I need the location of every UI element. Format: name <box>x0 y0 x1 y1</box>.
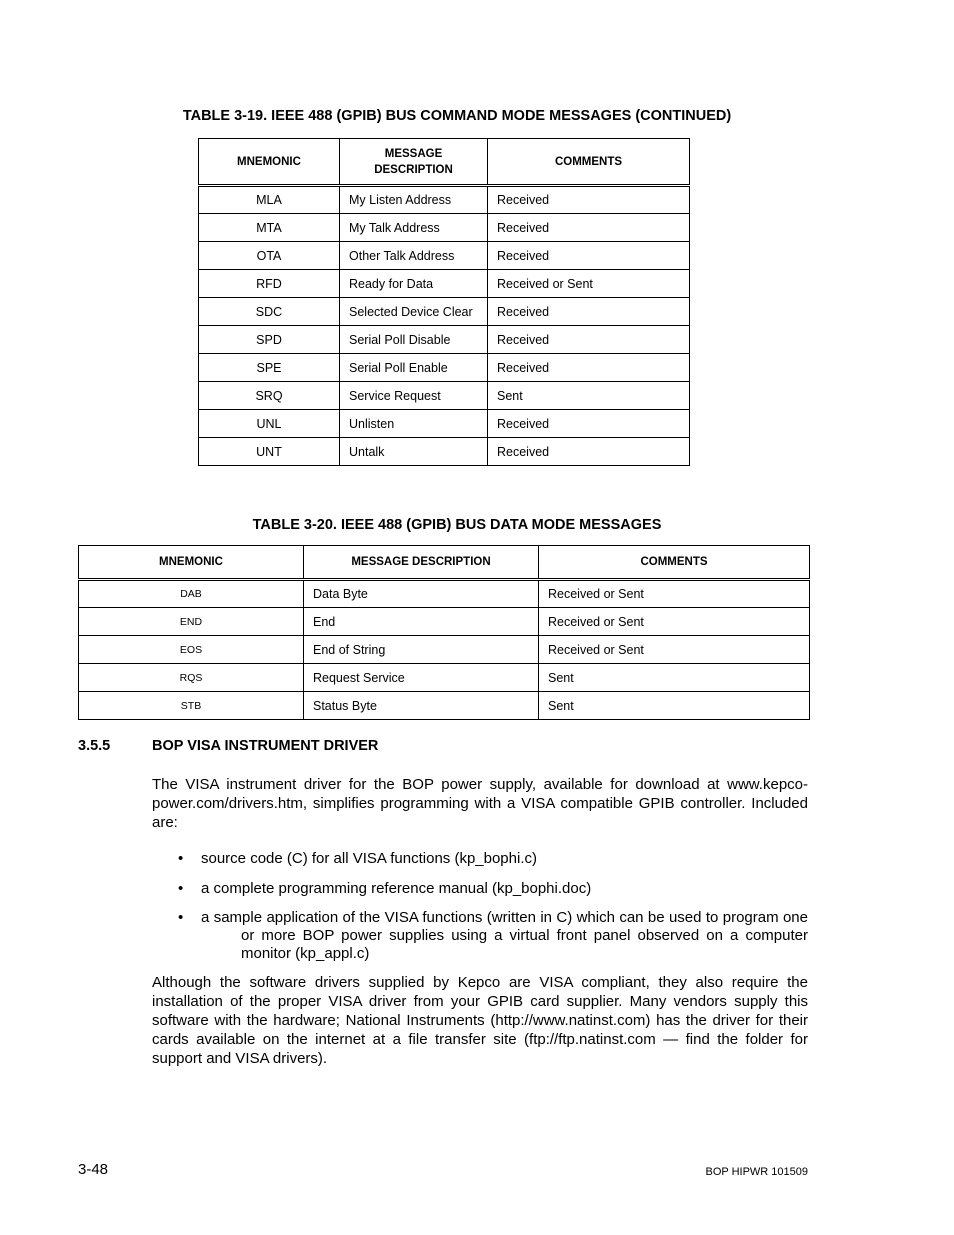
table-20-body <box>79 580 810 720</box>
description-cell: Serial Poll Enable <box>340 354 488 382</box>
page-number: 3-48 <box>78 1161 109 1178</box>
comments-cell: Received <box>488 438 690 466</box>
table-row <box>199 242 690 270</box>
description-cell: Selected Device Clear <box>340 298 488 326</box>
mnemonic-cell: MLA <box>199 186 340 214</box>
table-row <box>199 214 690 242</box>
closing-paragraph: Although the software drivers supplied by Kepco are VISA compliant, they also require the installation of the proper VISA driver from your GPIB card supplier. Many vendors supply this software with the hardware; National Instruments (http://www.natinst.com) has the driver for their cards available on the internet at a file transfer site (ftp://ftp.natinst.com — find the folder for support and VISA drivers). <box>152 974 808 1067</box>
comments-cell: Received <box>488 298 690 326</box>
comments-cell: Sent <box>539 664 810 692</box>
comments-cell: Received <box>488 214 690 242</box>
table-row <box>79 608 810 636</box>
table-19 <box>198 138 690 466</box>
mnemonic-cell: SPD <box>199 326 340 354</box>
table-row <box>79 580 810 608</box>
section-title: BOP VISA INSTRUMENT DRIVER <box>152 738 379 754</box>
table-20-caption: TABLE 3-20. IEEE 488 (GPIB) BUS DATA MODE MESSAGES <box>252 517 662 533</box>
description-cell: Status Byte <box>304 692 539 720</box>
comments-cell: Sent <box>488 382 690 410</box>
description-cell: End of String <box>304 636 539 664</box>
comments-cell: Received <box>488 186 690 214</box>
mnemonic-cell: DAB <box>79 580 304 608</box>
column-header-mnemonic: MNEMONIC <box>199 139 340 186</box>
mnemonic-cell: UNL <box>199 410 340 438</box>
column-header-description: MESSAGE DESCRIPTION <box>304 546 539 580</box>
description-cell: My Listen Address <box>340 186 488 214</box>
comments-cell: Received or Sent <box>488 270 690 298</box>
comments-cell: Received <box>488 242 690 270</box>
bullet-text: a sample application of the VISA functions (written in C) which can be used to program one or more BOP power supplies using a virtual front panel observed on a computer monitor (kp_appl.c) <box>201 909 808 962</box>
table-row <box>79 664 810 692</box>
mnemonic-cell: END <box>79 608 304 636</box>
bullet-item <box>178 850 808 868</box>
table-row <box>79 636 810 664</box>
intro-paragraph: The VISA instrument driver for the BOP power supply, available for download at www.kepco-power.com/drivers.htm, simplifies programming with a VISA compatible GPIB controller. Included are: <box>152 776 808 831</box>
comments-cell: Received or Sent <box>539 580 810 608</box>
bullet-dot: • <box>178 880 184 897</box>
column-header-mnemonic: MNEMONIC <box>79 546 304 580</box>
mnemonic-cell: SRQ <box>199 382 340 410</box>
description-cell: My Talk Address <box>340 214 488 242</box>
table-row <box>199 438 690 466</box>
table-19-body <box>199 186 690 466</box>
comments-cell: Received or Sent <box>539 608 810 636</box>
bullet-item <box>178 880 808 898</box>
mnemonic-cell: RFD <box>199 270 340 298</box>
mnemonic-cell: STB <box>79 692 304 720</box>
bullet-item <box>178 909 808 963</box>
mnemonic-cell: OTA <box>199 242 340 270</box>
mnemonic-cell: SDC <box>199 298 340 326</box>
document-id: BOP HIPWR 101509 <box>705 1166 808 1178</box>
table-header-row <box>199 139 690 186</box>
section-number: 3.5.5 <box>78 738 111 754</box>
bullet-text: source code (C) for all VISA functions (kp_bophi.c) <box>201 850 537 867</box>
comments-cell: Received <box>488 326 690 354</box>
table-row <box>199 270 690 298</box>
comments-cell: Received <box>488 354 690 382</box>
bullet-dot: • <box>178 850 184 867</box>
table-row <box>199 186 690 214</box>
description-cell: Unlisten <box>340 410 488 438</box>
comments-cell: Sent <box>539 692 810 720</box>
column-header-comments: COMMENTS <box>488 139 690 186</box>
mnemonic-cell: RQS <box>79 664 304 692</box>
table-19-caption: TABLE 3-19. IEEE 488 (GPIB) BUS COMMAND MODE MESSAGES (CONTINUED) <box>182 108 732 124</box>
column-header-description: MESSAGE DESCRIPTION <box>340 139 488 186</box>
description-cell: Request Service <box>304 664 539 692</box>
description-cell: Untalk <box>340 438 488 466</box>
bullet-dot: • <box>178 909 184 926</box>
table-20 <box>78 545 810 720</box>
column-header-comments: COMMENTS <box>539 546 810 580</box>
bullet-text: a complete programming reference manual (kp_bophi.doc) <box>201 880 592 897</box>
comments-cell: Received or Sent <box>539 636 810 664</box>
table-row <box>199 410 690 438</box>
description-cell: End <box>304 608 539 636</box>
table-row <box>79 692 810 720</box>
mnemonic-cell: UNT <box>199 438 340 466</box>
description-cell: Service Request <box>340 382 488 410</box>
mnemonic-cell: SPE <box>199 354 340 382</box>
table-row <box>199 326 690 354</box>
description-cell: Serial Poll Disable <box>340 326 488 354</box>
description-cell: Data Byte <box>304 580 539 608</box>
comments-cell: Received <box>488 410 690 438</box>
table-row <box>199 298 690 326</box>
table-row <box>199 354 690 382</box>
description-cell: Other Talk Address <box>340 242 488 270</box>
description-cell: Ready for Data <box>340 270 488 298</box>
mnemonic-cell: EOS <box>79 636 304 664</box>
table-row <box>199 382 690 410</box>
mnemonic-cell: MTA <box>199 214 340 242</box>
table-header-row <box>79 546 810 580</box>
